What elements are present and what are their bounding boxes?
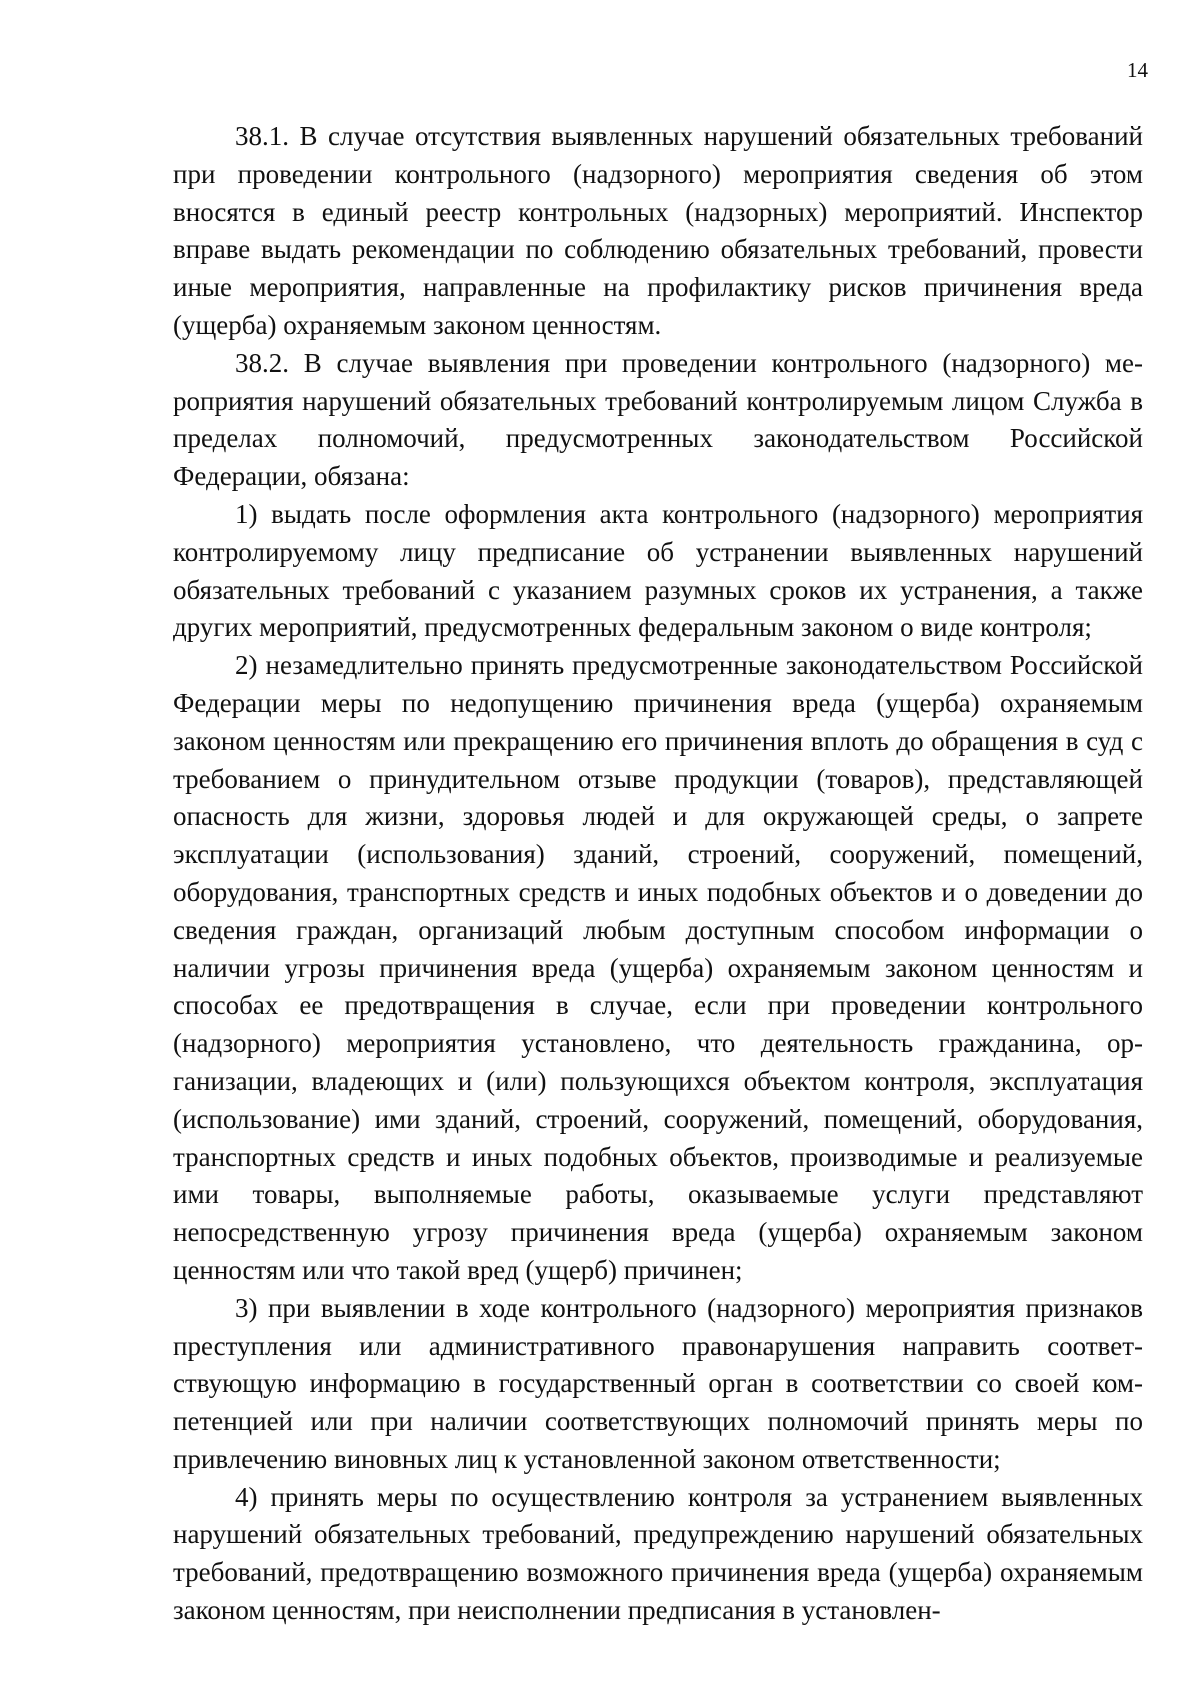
list-item-3: 3) при выявлении в ходе контрольного (надзорного) мероприятия признаков преступления или административного правонарушения направить соответствующую информацию в государственный орган в соответствии со своей компетенцией или при наличии соответствующих полномочий принять меры по привлечению виновных лиц к установленной законом ответственности; <box>173 1292 1143 1474</box>
document-body <box>173 118 1143 1630</box>
paragraph-38-1: 38.1. В случае отсутствия выявленных нарушений обязательных требований при проведении контрольного (надзорного) мероприятия сведения об этом вносятся в единый реестр контрольных (надзорных) мероприятий. Инспектор вправе выдать рекомендации по соблюдению обязательных требований, провести иные мероприятия, направленные на профилактику рисков причинения вреда (ущерба) охраняемым законом ценностям. <box>173 121 1143 340</box>
list-item-1: 1) выдать после оформления акта контрольного (надзорного) мероприятия контролируемому лицу предписание об устранении выявленных нарушений обязательных требований с указанием разумных сроков их устранения, а также других мероприятий, предусмотренных федеральным законом о виде контроля; <box>173 498 1143 643</box>
list-item-4: 4) принять меры по осуществлению контроля за устранением выявленных нарушений обязательных требований, предупреждению нарушений обязательных требований, предотвращению возможного причинения вреда (ущерба) охраняемым законом ценностям, при неисполнении предписания в установлен- <box>173 1481 1143 1626</box>
page-number: 14 <box>1127 58 1148 82</box>
list-item-2: 2) незамедлительно принять предусмотренные законодательством Российской Федерации меры по недопущению причинения вреда (ущерба) охраняемым законом ценностям или прекращению его причинения вплоть до обращения в суд с требованием о принудительном отзыве продукции (товаров), представляющей опасность для жизни, здоровья людей и для окружающей среды, о запрете эксплуатации (использования) зданий, строений, сооружений, помещений, оборудования, транспортных средств и иных подобных объектов и о доведении до сведения граждан, организаций любым доступным способом информации о наличии угрозы причинения вреда (ущерба) охраняемым законом ценностям и способах ее предотвращения в случае, если при проведении контрольного (надзорного) мероприятия установлено, что деятельность гражданина, организации, владеющих и (или) пользующихся объектом контроля, эксплуатация (использование) ими зданий, строений, сооружений, помещений, оборудования, транспортных средств и иных подобных объектов, производимые и реализуемые ими товары, выполняемые работы, оказываемые услуги представляют непосредственную угрозу причинения вреда (ущерба) охраняемым законом ценностям или что такой вред (ущерб) причинен; <box>173 650 1143 1285</box>
paragraph-38-2: 38.2. В случае выявления при проведении контрольного (надзорного) мероприятия нарушений обязательных требований контролируемым лицом Служба в пределах полномочий, предусмотренных законодательством Российской Федерации, обязана: <box>173 347 1143 492</box>
